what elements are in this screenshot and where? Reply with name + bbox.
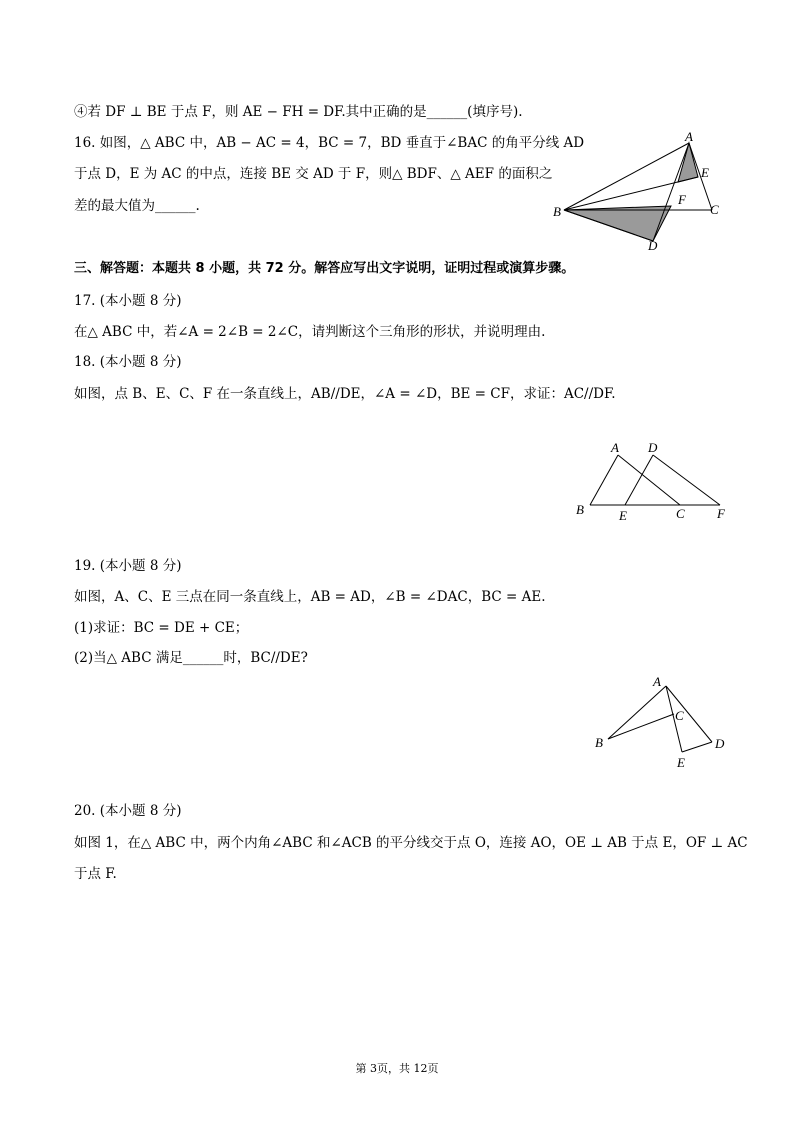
section-3-heading: 三、解答题：本题共 8 小题，共 72 分。解答应写出文字说明，证明过程或演算步骤。 xyxy=(74,261,575,276)
q19-label-e: E xyxy=(677,755,685,770)
q16-label-e: E xyxy=(701,165,709,180)
q16-label-a: A xyxy=(685,130,693,144)
q18-label-a: A xyxy=(611,440,619,455)
q18-figure xyxy=(570,438,740,528)
page-footer: 第 3页，共 12页 xyxy=(355,1062,439,1075)
q16-label-c: C xyxy=(710,202,719,217)
q19-segment-ab xyxy=(608,686,666,739)
q20-line2: 于点 F. xyxy=(74,866,117,882)
q18-label-b: B xyxy=(576,502,584,517)
q19-text: 如图，A、C、E 三点在同一条直线上，AB = AD，∠B = ∠DAC，BC = AE. xyxy=(74,589,546,605)
q19-label-b: B xyxy=(595,735,603,750)
q16-line2: 于点 D，E 为 AC 的中点，连接 BE 交 AD 于 F，则△ BDF、△ AEF 的面积之 xyxy=(74,166,553,182)
q19-label-a: A xyxy=(653,674,661,689)
q19-figure xyxy=(590,672,740,777)
q16-line3: 差的最大值为______. xyxy=(74,198,200,214)
q16-label-f: F xyxy=(678,192,686,207)
q19-part2: (2)当△ ABC 满足______时，BC//DE? xyxy=(74,650,308,666)
q15-item4: ④若 DF ⊥ BE 于点 F，则 AE − FH = DF.其中正确的是______(填序号). xyxy=(74,104,523,120)
q16-label-d: D xyxy=(648,238,658,253)
q17-text: 在△ ABC 中，若∠A = 2∠B = 2∠C，请判断这个三角形的形状，并说明理由. xyxy=(74,324,546,340)
q16-line1: 16. 如图，△ ABC 中，AB − AC = 4，BC = 7，BD 垂直于∠BAC 的角平分线 AD xyxy=(74,135,585,151)
q16-segment-ab xyxy=(564,143,689,210)
q18-title: 18. (本小题 8 分) xyxy=(74,354,182,370)
q19-part1: (1)求证：BC = DE + CE； xyxy=(74,620,249,636)
q18-segment-ab xyxy=(590,455,618,505)
q18-label-d: D xyxy=(648,440,658,455)
q19-label-d: D xyxy=(715,736,725,751)
q19-title: 19. (本小题 8 分) xyxy=(74,558,182,574)
q18-label-c: C xyxy=(676,506,685,521)
q18-segment-df xyxy=(653,455,720,505)
q19-label-c: C xyxy=(675,708,684,723)
q20-title: 20. (本小题 8 分) xyxy=(74,803,182,819)
q18-label-e: E xyxy=(619,508,627,523)
q19-segment-de xyxy=(682,742,712,752)
q20-line1: 如图 1，在△ ABC 中，两个内角∠ABC 和∠ACB 的平分线交于点 O，连接 AO，OE ⊥ AB 于点 E，OF ⊥ AC xyxy=(74,835,748,851)
q18-text: 如图，点 B、E、C、F 在一条直线上，AB//DE，∠A = ∠D，BE = CF，求证：AC//DF. xyxy=(74,386,616,402)
q16-shaded-triangle-aef xyxy=(678,143,698,182)
q16-figure xyxy=(550,130,730,255)
q17-title: 17. (本小题 8 分) xyxy=(74,293,182,309)
q19-segment-bc xyxy=(608,714,674,739)
q16-label-b: B xyxy=(553,204,561,219)
q18-label-f: F xyxy=(717,506,725,521)
